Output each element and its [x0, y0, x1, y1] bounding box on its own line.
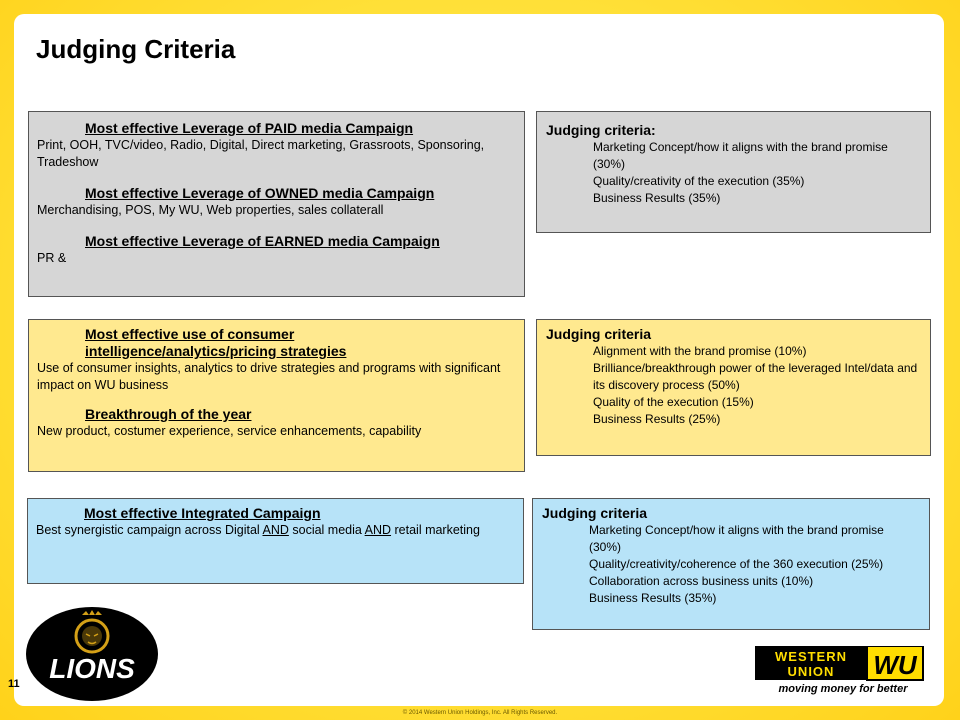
judging-criteria-box-3: [532, 498, 930, 630]
owned-media-heading: Most effective Leverage of OWNED media Campaign: [85, 185, 435, 201]
wu-tagline: moving money for better: [778, 683, 908, 695]
wu-logo-mark: WU: [873, 650, 917, 680]
criteria-item: Business Results (35%): [589, 591, 717, 605]
criteria-item: Quality of the execution (15%): [593, 395, 754, 409]
paid-owned-earned-categories-box: [28, 111, 525, 297]
desc-part: Best synergistic campaign across Digital: [36, 523, 263, 537]
judging-criteria-title: Judging criteria:: [546, 122, 656, 138]
consumer-intelligence-heading: Most effective use of consumer intelligence/analytics/pricing strategies: [85, 326, 347, 359]
western-union-logo: [755, 646, 925, 696]
judging-criteria-box-2: [536, 319, 931, 456]
breakthrough-description: New product, costumer experience, service enhancements, capability: [37, 424, 422, 438]
consumer-intelligence-description: Use of consumer insights, analytics to drive strategies and programs with significant impact on WU business: [37, 361, 501, 392]
criteria-item: Alignment with the brand promise (10%): [593, 344, 807, 358]
integrated-campaign-categories-box: [27, 498, 524, 584]
earned-media-description: PR &: [37, 251, 67, 265]
criteria-item: Collaboration across business units (10%): [589, 574, 814, 588]
criteria-item: Brilliance/breakthrough power of the leveraged Intel/data and its discovery process (50%): [593, 361, 918, 392]
criteria-item: Business Results (35%): [593, 191, 721, 205]
judging-criteria-title: Judging criteria: [542, 505, 648, 521]
judging-criteria-title: Judging criteria: [546, 326, 652, 342]
criteria-item: Quality/creativity/coherence of the 360 execution (25%): [589, 557, 884, 571]
desc-emphasis: AND: [364, 523, 392, 537]
wu-logo-line2: UNION: [787, 664, 835, 679]
lions-logo-text: LIONS: [49, 653, 135, 684]
copyright-notice: © 2014 Western Union Holdings, Inc. All Rights Reserved.: [402, 710, 558, 716]
earned-media-heading: Most effective Leverage of EARNED media Campaign: [85, 233, 440, 249]
judging-criteria-box-1: [536, 111, 931, 233]
desc-emphasis: AND: [262, 523, 289, 537]
integrated-campaign-heading: Most effective Integrated Campaign: [84, 505, 321, 521]
integrated-campaign-description: [28, 522, 523, 539]
wu-logo-line1: WESTERN: [775, 649, 847, 664]
desc-part: social media: [288, 523, 365, 537]
consumer-intelligence-categories-box: [28, 319, 525, 472]
lions-logo: [24, 606, 160, 702]
paid-media-description: Print, OOH, TVC/video, Radio, Digital, Direct marketing, Grassroots, Sponsoring, Tradeshow: [37, 138, 485, 169]
page-number: 11: [8, 678, 20, 690]
paid-media-heading: Most effective Leverage of PAID media Campaign: [85, 120, 414, 136]
owned-media-description: Merchandising, POS, My WU, Web properties, sales collaterall: [37, 203, 384, 217]
criteria-item: Marketing Concept/how it aligns with the brand promise (30%): [593, 140, 888, 171]
page-title: Judging Criteria: [36, 34, 236, 64]
criteria-item: Marketing Concept/how it aligns with the brand promise (30%): [589, 523, 884, 554]
criteria-item: Business Results (25%): [593, 412, 721, 426]
desc-part: retail marketing: [391, 523, 480, 537]
breakthrough-heading: Breakthrough of the year: [85, 406, 252, 422]
criteria-item: Quality/creativity of the execution (35%): [593, 174, 805, 188]
